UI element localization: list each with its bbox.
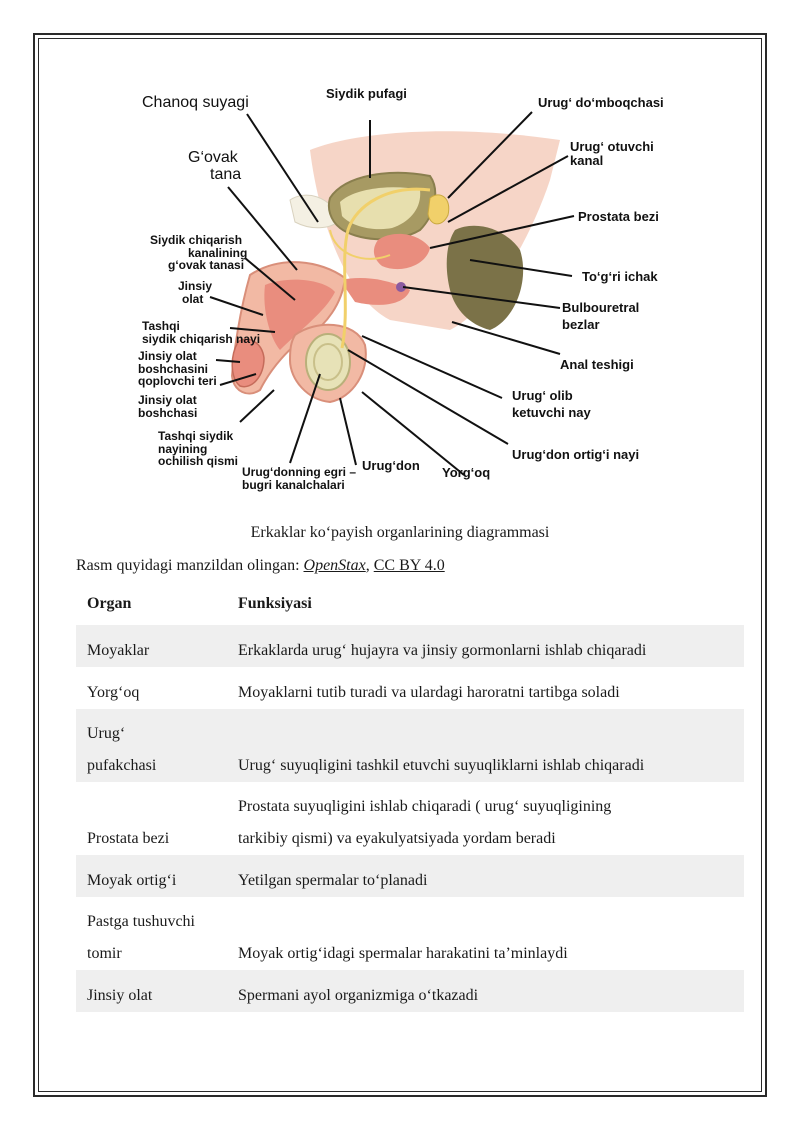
label-prostate bbox=[578, 210, 659, 224]
label-epididymis-duct bbox=[512, 448, 639, 462]
label-text: Urug‘ do‘mboqchasi bbox=[538, 95, 664, 110]
anatomy-diagram bbox=[130, 80, 670, 510]
label-line: Siydik chiqarish bbox=[150, 233, 243, 247]
label-line: Jinsiy olat bbox=[138, 349, 197, 363]
label-external-urethra bbox=[142, 320, 260, 345]
cell-line: Jinsiy olat bbox=[87, 987, 153, 1004]
function-cell bbox=[227, 667, 744, 709]
label-text: Urug‘don ortig‘i nayi bbox=[512, 447, 640, 462]
table-header-row bbox=[76, 583, 744, 625]
source-prefix: Rasm quyidagi manzildan olingan: bbox=[76, 557, 304, 574]
organ-function-table bbox=[76, 583, 744, 1012]
label-line: tana bbox=[210, 165, 242, 183]
label-line: G‘ovak bbox=[188, 149, 238, 166]
cell-line: Yetilgan spermalar to‘planadi bbox=[238, 872, 428, 889]
label-anus bbox=[560, 358, 634, 372]
cell-line: Pastga tushuvchi bbox=[87, 913, 195, 930]
label-corpus-cavernosum bbox=[188, 150, 241, 184]
cell-line: Yorg‘oq bbox=[87, 684, 140, 701]
label-line: Urug‘donning egri – bbox=[242, 465, 356, 479]
label-text: Anal teshigi bbox=[560, 357, 634, 372]
license-link[interactable]: CC BY 4.0 bbox=[373, 557, 445, 574]
openstax-link[interactable]: OpenStax bbox=[303, 557, 366, 574]
function-cell bbox=[227, 970, 744, 1012]
organ-cell bbox=[76, 855, 227, 897]
label-line: ochilish qismi bbox=[158, 454, 239, 469]
label-line: qoplovchi teri bbox=[138, 374, 217, 389]
label-corpus-spongiosum bbox=[150, 234, 247, 272]
label-scrotum bbox=[442, 466, 490, 480]
cell-line: Erkaklarda urug‘ hujayra va jinsiy gormonlarni ishlab chiqaradi bbox=[238, 642, 647, 659]
label-urethral-opening bbox=[158, 430, 238, 468]
label-text: Chanoq suyagi bbox=[142, 94, 249, 111]
table-row bbox=[76, 709, 744, 782]
cell-line: Moyak ortig‘i bbox=[87, 872, 177, 889]
label-line: siydik chiqarish nayi bbox=[142, 331, 261, 346]
label-ejaculatory-duct bbox=[570, 140, 654, 167]
source-separator: , bbox=[365, 557, 374, 574]
table-row bbox=[76, 667, 744, 709]
table-row bbox=[76, 625, 744, 667]
cell-line: tarkibiy qismi) va eyakulyatsiyada yordam beradi bbox=[238, 830, 556, 847]
label-line: Urug‘ olib bbox=[512, 388, 573, 403]
table-row bbox=[76, 782, 744, 855]
table-row bbox=[76, 855, 744, 897]
organ-cell bbox=[76, 625, 227, 667]
cell-line: Prostata suyuqligini ishlab chiqaradi ( urug‘ suyuqligining bbox=[238, 798, 612, 815]
function-cell bbox=[227, 855, 744, 897]
organ-cell bbox=[76, 709, 227, 782]
label-text: Yorg‘oq bbox=[442, 465, 491, 480]
label-testis bbox=[362, 459, 420, 473]
function-cell bbox=[227, 897, 744, 970]
figure-caption: Erkaklar ko‘payish organlarining diagrammasi bbox=[250, 524, 550, 541]
label-line: Jinsiy bbox=[178, 279, 213, 293]
label-line: Tashqi siydik bbox=[158, 429, 234, 443]
label-bladder bbox=[326, 87, 407, 101]
label-pelvic-bone bbox=[142, 95, 249, 112]
cell-line: Urug‘ suyuqligini tashkil etuvchi suyuqliklarni ishlab chiqaradi bbox=[238, 757, 645, 774]
label-line: bugri kanalchalari bbox=[242, 477, 345, 492]
label-text: Urug‘don bbox=[362, 458, 420, 473]
label-foreskin bbox=[138, 350, 217, 388]
label-line: Bulbouretral bbox=[562, 300, 640, 315]
label-glans bbox=[138, 394, 197, 419]
label-line: g‘ovak tanasi bbox=[168, 258, 245, 273]
label-bulbourethral-glands bbox=[562, 300, 639, 334]
cell-line: Moyaklarni tutib turadi va ulardagi haroratni tartibga soladi bbox=[238, 684, 620, 701]
cell-line: Moyaklar bbox=[87, 642, 150, 659]
organ-cell bbox=[76, 970, 227, 1012]
organ-cell bbox=[76, 667, 227, 709]
image-source bbox=[76, 557, 445, 575]
column-header-function: Funksiyasi bbox=[238, 595, 312, 612]
cell-line: Prostata bezi bbox=[87, 830, 170, 847]
label-line: ketuvchi nay bbox=[512, 404, 591, 420]
label-text: Siydik pufagi bbox=[326, 86, 407, 101]
label-line: boshchasi bbox=[138, 405, 198, 420]
label-text: To‘g‘ri ichak bbox=[582, 269, 658, 284]
label-line: nayining bbox=[158, 441, 208, 456]
label-text: Prostata bezi bbox=[578, 209, 659, 224]
table-row bbox=[76, 897, 744, 970]
label-line: Tashqi bbox=[142, 319, 180, 333]
label-penis bbox=[178, 280, 212, 305]
column-header-organ: Organ bbox=[87, 595, 132, 612]
function-cell bbox=[227, 709, 744, 782]
table-row bbox=[76, 970, 744, 1012]
organ-cell bbox=[76, 782, 227, 855]
function-cell bbox=[227, 625, 744, 667]
label-line: bezlar bbox=[562, 316, 600, 332]
label-line: boshchasini bbox=[138, 361, 209, 376]
label-line: olat bbox=[182, 291, 204, 306]
label-line: kanalining bbox=[188, 245, 248, 260]
cell-line: tomir bbox=[87, 945, 122, 962]
label-seminal-tubercle bbox=[538, 96, 664, 110]
cell-line: pufakchasi bbox=[87, 757, 157, 774]
cell-line: Urug‘ bbox=[87, 725, 126, 742]
cell-line: Spermani ayol organizmiga o‘tkazadi bbox=[238, 987, 479, 1004]
organ-cell bbox=[76, 897, 227, 970]
function-cell bbox=[227, 782, 744, 855]
label-rectum bbox=[582, 270, 658, 284]
label-seminiferous-tubules bbox=[242, 466, 356, 491]
label-line: Jinsiy olat bbox=[138, 393, 197, 407]
label-line: Urug‘ otuvchi bbox=[570, 139, 654, 154]
label-vas-deferens bbox=[512, 388, 591, 422]
cell-line: Moyak ortig‘idagi spermalar harakatini ta’minlaydi bbox=[238, 945, 568, 962]
label-line: kanal bbox=[570, 152, 604, 168]
